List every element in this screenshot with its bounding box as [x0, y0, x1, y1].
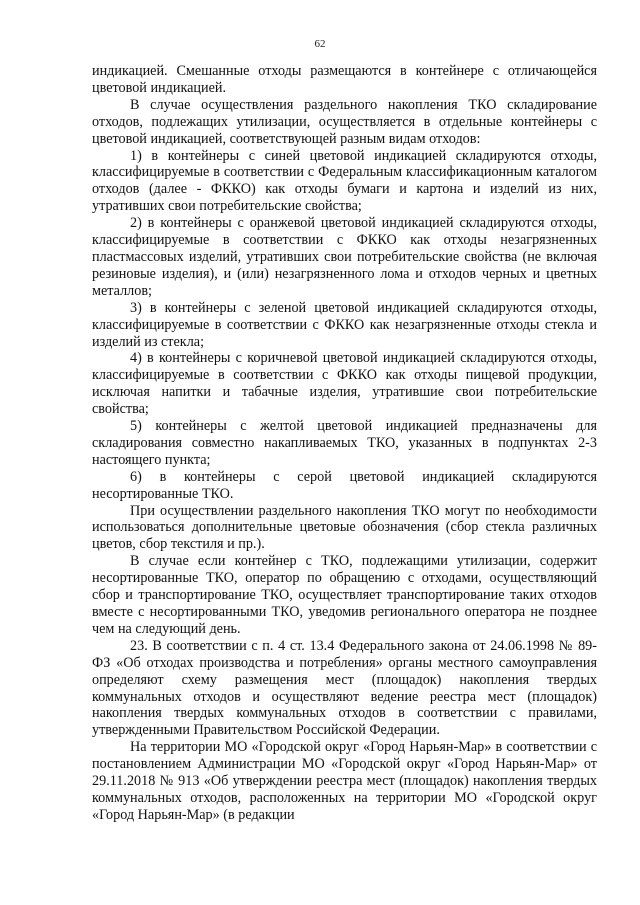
- paragraph: На территории МО «Городской округ «Город Нарьян-Мар» в соответствии с постановлением Администрации МО «Городской округ «Город Нарьян-Мар» от 29.11.2018 № 913 «Об утверждении реестра мест (площадок) накопления твердых коммунальных отходов, расположенных на территории МО «Городской округ «Город Нарьян-Мар» (в редакции: [92, 739, 597, 823]
- list-item: 4) в контейнеры с коричневой цветовой индикацией складируются отходы, классифицируемые в соответствии с ФККО как отходы пищевой продукции, исключая напитки и табачные изделия, утратившие свои потребительские свойства;: [92, 350, 597, 418]
- list-item: 1) в контейнеры с синей цветовой индикацией складируются отходы, классифицируемые в соответствии с Федеральным классификационным каталогом отходов (далее - ФККО) как отходы бумаги и картона и изделий из них, утративших свои потребительские свойства;: [92, 147, 597, 215]
- paragraph: При осуществлении раздельного накопления ТКО могут по необходимости использоваться дополнительные цветовые обозначения (сбор стекла различных цветов, сбор текстиля и пр.).: [92, 502, 597, 553]
- paragraph: В случае осуществления раздельного накопления ТКО складирование отходов, подлежащих утилизации, осуществляется в отдельные контейнеры с цветовой индикацией, соответствующей разным видам отходов:: [92, 96, 597, 147]
- document-body: [92, 63, 597, 824]
- list-item: 5) контейнеры с желтой цветовой индикацией предназначены для складирования совместно накапливаемых ТКО, указанных в подпунктах 2-3 настоящего пункта;: [92, 418, 597, 468]
- list-item: 6) в контейнеры с серой цветовой индикацией складируются несортированные ТКО.: [92, 468, 597, 502]
- paragraph: индикацией. Смешанные отходы размещаются в контейнере с отличающейся цветовой индикацией.: [92, 63, 597, 96]
- paragraph: 23. В соответствии с п. 4 ст. 13.4 Федерального закона от 24.06.1998 № 89-ФЗ «Об отходах производства и потребления» органы местного самоуправления определяют схему размещения мест (площадок) накопления твердых коммунальных отходов и осуществляют ведение реестра мест (площадок) накопления твердых коммунальных отходов в соответствии с правилами, утвержденными Правительством Российской Федерации.: [92, 637, 597, 739]
- page-number: 62: [314, 38, 326, 50]
- list-item: 2) в контейнеры с оранжевой цветовой индикацией складируются отходы, классифицируемые в соответствии с ФККО как отходы незагрязненных пластмассовых изделий, утративших свои потребительские свойства (не включая резиновые изделия), и (или) незагрязненного лома и отходов черных и цветных металлов;: [92, 215, 597, 299]
- list-item: 3) в контейнеры с зеленой цветовой индикацией складируются отходы, классифицируемые в соответствии с ФККО как незагрязненные отходы стекла и изделий из стекла;: [92, 299, 597, 350]
- paragraph: В случае если контейнер с ТКО, подлежащими утилизации, содержит несортированные ТКО, оператор по обращению с отходами, осуществляющий сбор и транспортирование ТКО, осуществляет транспортирование таких отходов вместе с несортированными ТКО, уведомив регионального оператора не позднее чем на следующий день.: [92, 553, 597, 637]
